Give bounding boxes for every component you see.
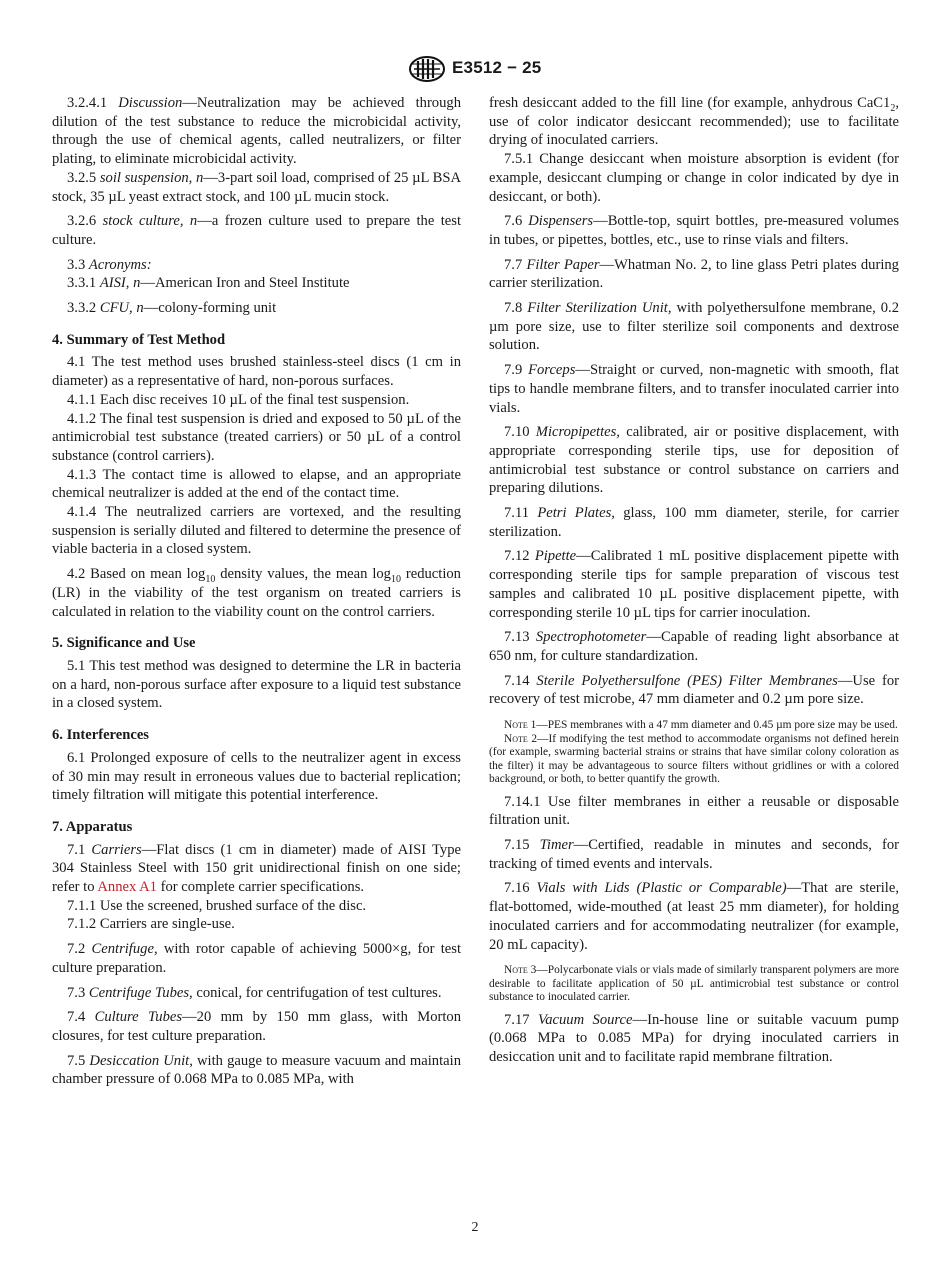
section-heading-5: 5. Significance and Use <box>52 635 196 652</box>
paragraph-7-13: 7.13 Spectrophotometer—Capable of reading light absorbance at 650 nm, for culture standardization. <box>489 629 899 664</box>
paragraph-4-2: 4.2 Based on mean $\log_{10}$ density values, the mean $\log_{10}$ reduction (LR) in the viability of the test organism on treated carriers is calculated in relation to the viability count on the control carriers. <box>52 566 461 620</box>
paragraph-4-1-3: 4.1.3 The contact time is allowed to elapse, and an appropriate chemical neutralizer is added at the end of the contact time. <box>52 466 461 502</box>
paragraph-3-3: 3.3 Acronyms: <box>67 256 152 273</box>
paragraph-7-5-continued: fresh desiccant added to the fill line (for example, anhydrous $CaC1_2$, use of color indicator desiccant recommended); use to facilitate drying of inoculated carriers. <box>489 95 899 149</box>
paragraph-7-17: 7.17 Vacuum Source—In-house line or suitable vacuum pump (0.068 MPa to 0.085 MPa) for drying inoculated carriers in desiccation unit and to facilitate rapid membrane filtration. <box>489 1011 899 1066</box>
left-column <box>52 94 461 1089</box>
paragraph-3-2-5: 3.2.5 soil suspension, n—3-part soil load, comprised of 25 µL BSA stock, 35 µL yeast extract stock, and 100 µL mucin stock. <box>52 169 461 205</box>
right-column <box>489 94 899 1067</box>
paragraph-7-10: 7.10 Micropipettes, calibrated, air or positive displacement, with appropriate corresponding sterile tips, use for deposition of antimicrobial test substance or control substance on carriers and preparing dilutions. <box>489 424 899 497</box>
paragraph-7-15: 7.15 Timer—Certified, readable in minutes and seconds, for tracking of timed events and intervals. <box>489 837 899 872</box>
page-number: 2 <box>471 1220 479 1235</box>
paragraph-7-12: 7.12 Pipette—Calibrated 1 mL positive displacement pipette with corresponding sterile tips for sample preparation of viscous test samples and calibrated 10 µL positive displacement pipette, with corresponding sterile 10 µL tips for carrier inoculation. <box>489 548 899 621</box>
paragraph-7-14-1: 7.14.1 Use filter membranes in either a reusable or disposable filtration unit. <box>489 793 899 829</box>
paragraph-7-6: 7.6 Dispensers—Bottle-top, squirt bottles, pre-measured volumes in tubes, or pipettes, bottles, etc., use to rinse vials and filters. <box>489 213 900 248</box>
paragraph-4-1-1: 4.1.1 Each disc receives 10 µL of the final test suspension. <box>67 391 410 408</box>
paragraph-6-1: 6.1 Prolonged exposure of cells to the neutralizer agent in excess of 30 min may result in erroneous values due to bacterial replication; timely filtration will mitigate this potential interference. <box>52 749 461 804</box>
paragraph-5-1: 5.1 This test method was designed to determine the LR in bacteria on a hard, non-porous surface after exposure to a liquid test substance in a closed system. <box>52 657 461 712</box>
paragraph-7-14: 7.14 Sterile Polyethersulfone (PES) Filter Membranes—Use for recovery of test microbe, 47 mm diameter and 0.2 µm pore size. <box>489 672 899 708</box>
section-heading-6: 6. Interferences <box>52 727 149 744</box>
paragraph-3-3-1: 3.3.1 AISI, n—American Iron and Steel Institute <box>67 275 350 292</box>
paragraph-7-1: 7.1 Carriers—Flat discs (1 cm in diameter) made of AISI Type 304 Stainless Steel with 150 grit unidirectional finish on one side; refer to Annex A1 for complete carrier specifications. <box>52 841 461 896</box>
paragraph-7-1-2: 7.1.2 Carriers are single-use. <box>67 916 235 933</box>
paragraph-7-1-1: 7.1.1 Use the screened, brushed surface of the disc. <box>67 897 367 914</box>
paragraph-7-4: 7.4 Culture Tubes—20 mm by 150 mm glass, with Morton closures, for test culture preparation. <box>52 1009 462 1044</box>
paragraph-3-3-2: 3.3.2 CFU, n—colony-forming unit <box>67 300 277 317</box>
paragraph-4-1-2: 4.1.2 The final test suspension is dried and exposed to 50 µL of the antimicrobial test substance (treated carriers) or 50 µL of a control substance (control carriers). <box>52 410 461 464</box>
paragraph-7-5-1: 7.5.1 Change desiccant when moisture absorption is evident (for example, desiccant clumping or change in color indicated by dye in desiccant, or both). <box>489 151 899 205</box>
paragraph-7-7: 7.7 Filter Paper—Whatman No. 2, to line glass Petri plates during carrier sterilization. <box>489 256 899 292</box>
paragraph-7-5: 7.5 Desiccation Unit, with gauge to measure vacuum and maintain chamber pressure of 0.068 MPa to 0.085 MPa, with <box>52 1052 461 1088</box>
paragraph-4-1: 4.1 The test method uses brushed stainless-steel discs (1 cm in diameter) as a representative of hard, non-porous surfaces. <box>52 354 461 390</box>
paragraph-3-2-4-1: 3.2.4.1 Discussion—Neutralization may be achieved through dilution of the test substance to reduce the microbicidal activity, through the use of chemical agents, called neutralizers, or filter plating, to eliminate microbicidal activity. <box>52 95 461 168</box>
document-id: E3512 − 25 <box>452 58 542 77</box>
section-heading-4: 4. Summary of Test Method <box>52 331 226 348</box>
note-3: Note 3—Polycarbonate vials or vials made of similarly transparent polymers are more desirable to facilitate application of 50 µL antimicrobial test substance or control substance to inoculated carrier. <box>489 964 899 1004</box>
section-heading-7: 7. Apparatus <box>52 818 133 835</box>
page-header <box>0 56 950 84</box>
astm-logo-icon <box>409 56 445 82</box>
paragraph-7-16: 7.16 Vials with Lids (Plastic or Comparable)—That are sterile, flat-bottomed, wide-mouthed (at least 25 mm diameter), for holding inoculated carriers and for accommodating neutralizer (for example, 20 mL capacity). <box>489 880 899 953</box>
paragraph-7-11: 7.11 Petri Plates, glass, 100 mm diameter, sterile, for carrier sterilization. <box>489 505 899 540</box>
paragraph-7-9: 7.9 Forceps—Straight or curved, non-magnetic with smooth, flat tips to handle membrane filters, and to transfer inoculated carrier into vials. <box>489 362 899 416</box>
paragraph-7-2: 7.2 Centrifuge, with rotor capable of achieving 5000×g, for test culture preparation. <box>52 941 462 976</box>
annex-a1-link[interactable]: Annex A1 <box>97 879 157 896</box>
note-1: Note 1—PES membranes with a 47 mm diameter and 0.45 µm pore size may be used. <box>504 719 898 732</box>
paragraph-7-3: 7.3 Centrifuge Tubes, conical, for centrifugation of test cultures. <box>67 984 442 1001</box>
paragraph-4-1-4: 4.1.4 The neutralized carriers are vortexed, and the resulting suspension is serially diluted and filtered to determine the presence of viable bacteria in a closed system. <box>52 504 461 558</box>
paragraph-3-2-6: 3.2.6 stock culture, n—a frozen culture used to prepare the test culture. <box>52 213 462 248</box>
paragraph-7-8: 7.8 Filter Sterilization Unit, with polyethersulfone membrane, 0.2 µm pore size, use to filter sterilize soil components and dextrose solution. <box>489 300 899 354</box>
note-2: Note 2—If modifying the test method to accommodate organisms not defined herein (for example, swarming bacterial strains or strains that have similar colony coloration as the filter) it may be advantageous to source filters without gridlines or with a colored background, or both, to better quantify the growth. <box>489 732 899 786</box>
